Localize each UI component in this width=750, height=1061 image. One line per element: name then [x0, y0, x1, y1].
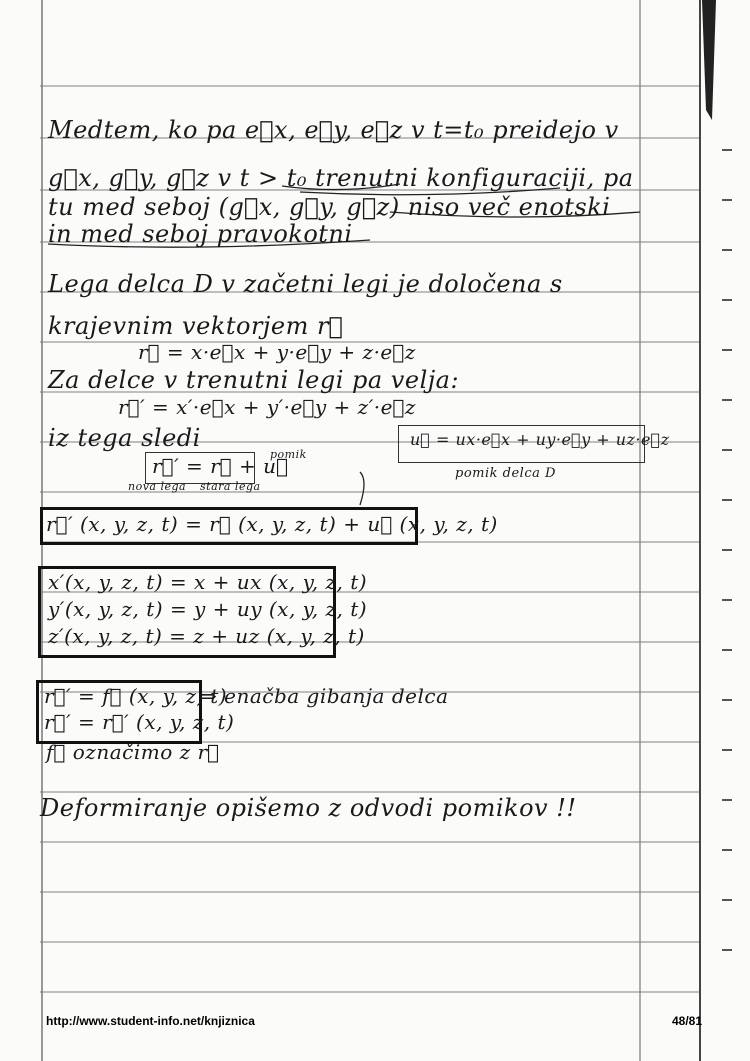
- equation-displacement: r⃗′ = r⃗ + u⃗: [152, 454, 289, 478]
- text-line-9: f⃗ označimo z r⃗: [46, 740, 220, 764]
- equation-component-x: x′(x, y, z, t) = x + ux (x, y, z, t): [48, 570, 368, 594]
- text-line-8: iz tega sledi: [48, 424, 201, 452]
- note-nova-lega: nova lega: [128, 480, 187, 493]
- text-line-2: g⃗x, g⃗y, g⃗z v t > t₀ trenutni konfiguraciji, pa: [48, 164, 634, 192]
- side-note-displacement: pomik delca D: [455, 466, 556, 481]
- equation-main-displacement: r⃗′ (x, y, z, t) = r⃗ (x, y, z, t) + u⃗ (x, y, z, t): [46, 512, 498, 536]
- equation-position-vector: r⃗ = x·e⃗x + y·e⃗y + z·e⃗z: [138, 340, 416, 364]
- text-line-3: tu med seboj (g⃗x, g⃗y, g⃗z) niso več enotski: [48, 193, 611, 221]
- note-pomik: pomik: [270, 448, 307, 461]
- text-line-7: Za delce v trenutni legi pa velja:: [48, 366, 460, 394]
- text-line-5: Lega delca D v začetni legi je določena s: [48, 270, 563, 298]
- equation-component-z: z′(x, y, z, t) = z + uz (x, y, z, t): [48, 624, 365, 648]
- text-line-10: Deformiranje opišemo z odvodi pomikov !!: [40, 794, 577, 822]
- equation-current-position: r⃗′ = x′·e⃗x + y′·e⃗y + z′·e⃗z: [118, 395, 416, 419]
- equation-component-y: y′(x, y, z, t) = y + uy (x, y, z, t): [48, 597, 368, 621]
- text-line-6: krajevnim vektorjem r⃗: [48, 312, 344, 340]
- text-line-4: in med seboj pravokotni: [48, 220, 353, 248]
- equation-motion-f: r⃗′ = f⃗ (x, y, z, t): [44, 684, 228, 708]
- footer-url: http://www.student-info.net/knjiznica: [46, 1014, 255, 1028]
- footer-page-number: 48/81: [672, 1014, 703, 1028]
- note-motion-equation: ⇒ enačba gibanja delca: [200, 684, 449, 708]
- side-equation-displacement: u⃗ = ux·e⃗x + uy·e⃗y + uz·e⃗z: [410, 430, 670, 449]
- note-stara-lega: stara lega: [200, 480, 261, 493]
- equation-motion-r: r⃗′ = r⃗′ (x, y, z, t): [44, 710, 235, 734]
- text-line-1: Medtem, ko pa e⃗x, e⃗y, e⃗z v t=t₀ preidejo v: [48, 116, 619, 144]
